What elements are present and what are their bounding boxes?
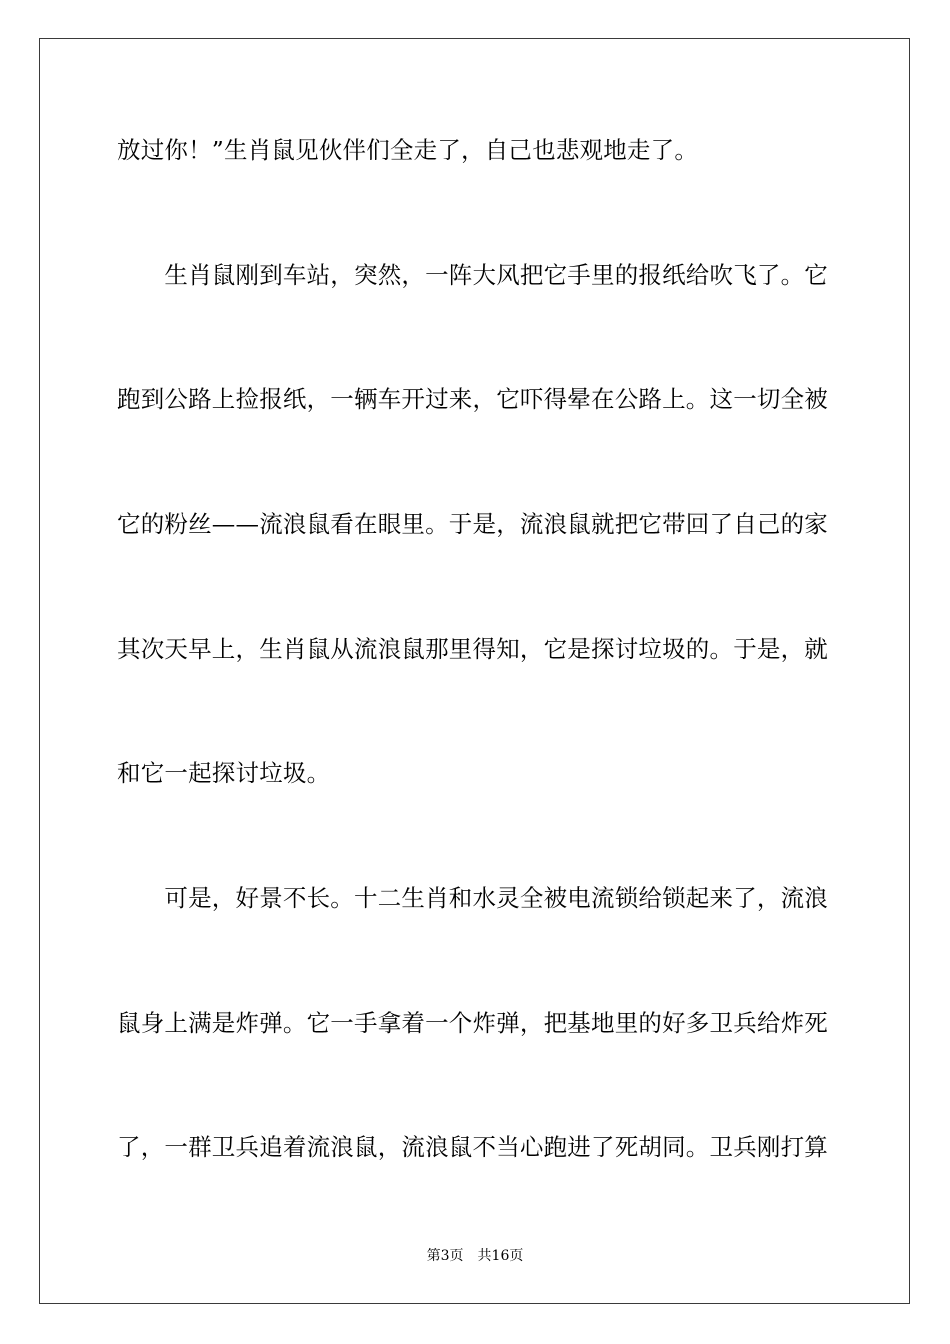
page-number: 第3页 共16页 [426,1248,524,1264]
text-line: 其次天早上，生肖鼠从流浪鼠那里得知，它是探讨垃圾的。于是，就 [117,635,828,663]
text-line: 可是，好景不长。十二生肖和水灵全被电流锁给锁起来了，流浪 [117,884,828,912]
text-line: 鼠身上满是炸弹。它一手拿着一个炸弹，把基地里的好多卫兵给炸死 [117,1009,828,1037]
text-line: 生肖鼠刚到车站，突然，一阵大风把它手里的报纸给吹飞了。它 [117,261,828,289]
text-line: 和它一起探讨垃圾。 [117,759,331,787]
page-border [39,38,910,1304]
text-line: 跑到公路上捡报纸，一辆车开过来，它吓得晕在公路上。这一切全被 [117,385,828,413]
text-line: 了，一群卫兵追着流浪鼠，流浪鼠不当心跑进了死胡同。卫兵刚打算 [117,1133,828,1161]
text-line: 放过你！”生肖鼠见伙伴们全走了，自己也悲观地走了。 [117,136,699,164]
text-line: 它的粉丝——流浪鼠看在眼里。于是，流浪鼠就把它带回了自己的家 [117,510,828,538]
